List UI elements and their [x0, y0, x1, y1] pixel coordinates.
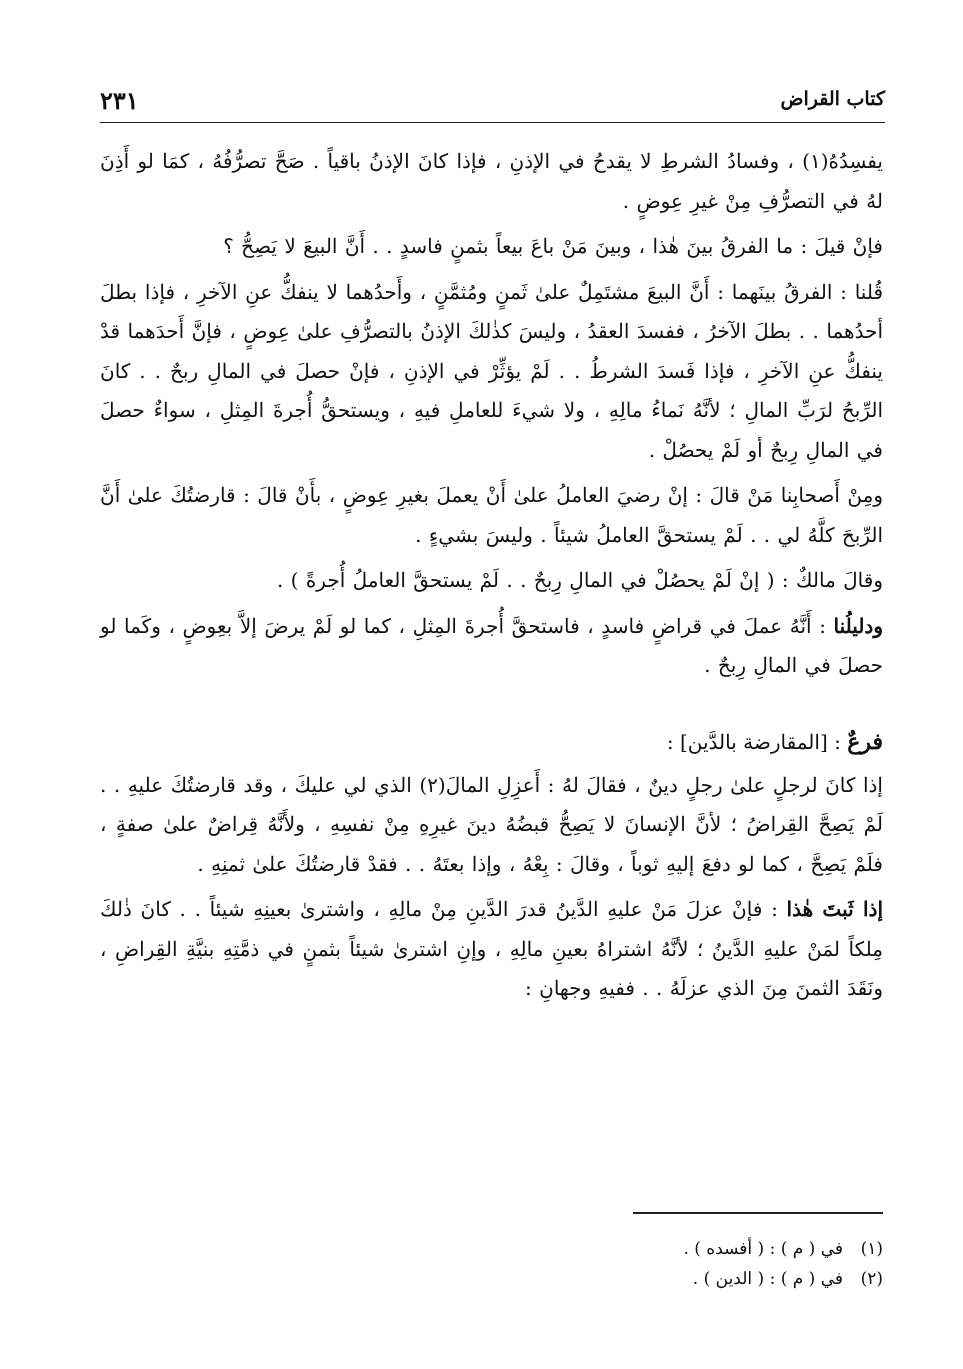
section-lead: فرعٌ — [847, 728, 883, 755]
paragraph: فإنْ قيلَ : ما الفرقُ بينَ هٰذا ، وبينَ مَنْ باعَ بيعاً بثمنٍ فاسدٍ . . أَنَّ البيعَ لا يَصِحُّ ؟ — [223, 234, 883, 258]
main-text — [100, 142, 883, 1009]
footnotes — [500, 1234, 883, 1294]
footnote-text: في ( م ) : ( أفسده ) . — [683, 1239, 843, 1259]
header-rule — [100, 122, 885, 123]
running-title: كتاب القراض — [780, 88, 885, 110]
section-heading — [100, 722, 883, 762]
paragraph: يفسِدُهُ(١) ، وفسادُ الشرطِ لا يقدحُ في الإذنِ ، فإذا كانَ الإذنُ باقياً . صَحَّ تصرُّفُهُ ، كمَا لو أَذِنَ لهُ في التصرُّفِ مِنْ غيرِ عِوضٍ . — [100, 149, 883, 213]
page-number: ٢٣١ — [100, 86, 139, 115]
paragraph: ومِنْ أَصحابِنا مَنْ قالَ : إنْ رضيَ العاملُ علىٰ أَنْ يعملَ بغيرِ عِوضٍ ، بأَنْ قالَ : قارضتُكَ علىٰ أَنَّ الرِّبحَ كلَّهُ لي . . لَمْ يستحقَّ العاملُ شيئاً . وليسَ بشيءٍ . — [100, 483, 884, 547]
paragraph: إذا كانَ لرجلٍ علىٰ رجلٍ دينٌ ، فقالَ لهُ : أَعزِلِ المالَ(٢) الذي لي عليكَ ، وقد قارضتُكَ عليهِ . . لَمْ يَصِحَّ القِراضُ ؛ لأنَّ الإنسانَ لا يَصِحُّ قبضُهُ دينَ غيرِهِ مِنْ نفسِهِ ، ولأَنَّهُ قِراضٌ علىٰ صفةٍ ، فلَمْ يَصِحَّ ، كما لو دفعَ إليهِ ثوباً ، وقالَ : بِعْهُ ، وإذا بعتَهُ . . فقدْ قارضتُكَ علىٰ ثمنِهِ . — [100, 772, 883, 876]
paragraph: قُلنا : الفرقُ بينَهما : أَنَّ البيعَ مشتَمِلٌ علىٰ ثَمنٍ ومُثمَّنٍ ، وأَحدُهما لا ينفكُّ عنِ الآخرِ ، فإذا بطلَ أحدُهما . . بطلَ الآخرُ ، ففسدَ العقدُ ، وليسَ كذٰلكَ الإذنُ بالتصرُّفِ علىٰ عِوضٍ ، فإنَّ أَحدَهما قدْ ينفكُّ عنِ الآخرِ ، فإذا فَسدَ الشرطُ . . لَمْ يؤثِّرْ في الإذنِ ، فإنْ حصلَ في المالِ ربحٌ . . كانَ الرِّبحُ لرَبِّ المالِ ؛ لأنَّهُ نَماءُ مالِهِ ، ولا شيءَ للعاملِ فيهِ ، ويستحقُّ أُجرةَ المِثلِ ، سواءٌ حصلَ في المالِ رِبحٌ أو لَمْ يحصُلْ . — [100, 279, 883, 462]
footnote — [500, 1234, 883, 1264]
paragraph: ودليلُنا : أَنَّهُ عملَ في قراضٍ فاسدٍ ، فاستحقَّ أُجرةَ المِثلِ ، كما لو لَمْ يرضَ إلاَّ بعِوضٍ ، وكَما لو حصلَ في المالِ رِبحٌ . — [100, 613, 883, 677]
paragraph-lead: ودليلُنا — [833, 613, 883, 638]
paragraph: إذا ثَبتَ هٰذا : فإنْ عزلَ مَنْ عليهِ الدَّينُ قدرَ الدَّينِ مِنْ مالِهِ ، واشترىٰ بعينِهِ شيئاً . . كانَ ذٰلكَ مِلكاً لمَنْ عليهِ الدَّينُ ؛ لأنَّهُ اشتراهُ بعينِ مالِهِ ، وإنِ اشترىٰ شيئاً بثمنٍ في ذمَّتِهِ بنيَّةِ القِراضِ ، ونَقَدَ الثمنَ مِنَ الذي عزلَهُ . . ففيهِ وجهانِ : — [100, 897, 884, 1000]
footnote-text: في ( م ) : ( الدين ) . — [692, 1269, 843, 1289]
page-header — [100, 88, 885, 124]
paragraph: وقالَ مالكٌ : ( إنْ لَمْ يحصُلْ في المالِ رِبحٌ . . لَمْ يستحقَّ العاملُ أُجرةً ) . — [276, 568, 883, 592]
footnote-rule — [633, 1212, 883, 1214]
footnote-number: (١) — [860, 1239, 883, 1259]
section-title: : [المقارضة بالدَّين] : — [666, 729, 848, 754]
paragraph-lead: إذا ثَبتَ هٰذا — [786, 897, 884, 921]
footnote — [500, 1264, 883, 1294]
footnote-number: (٢) — [860, 1269, 883, 1289]
